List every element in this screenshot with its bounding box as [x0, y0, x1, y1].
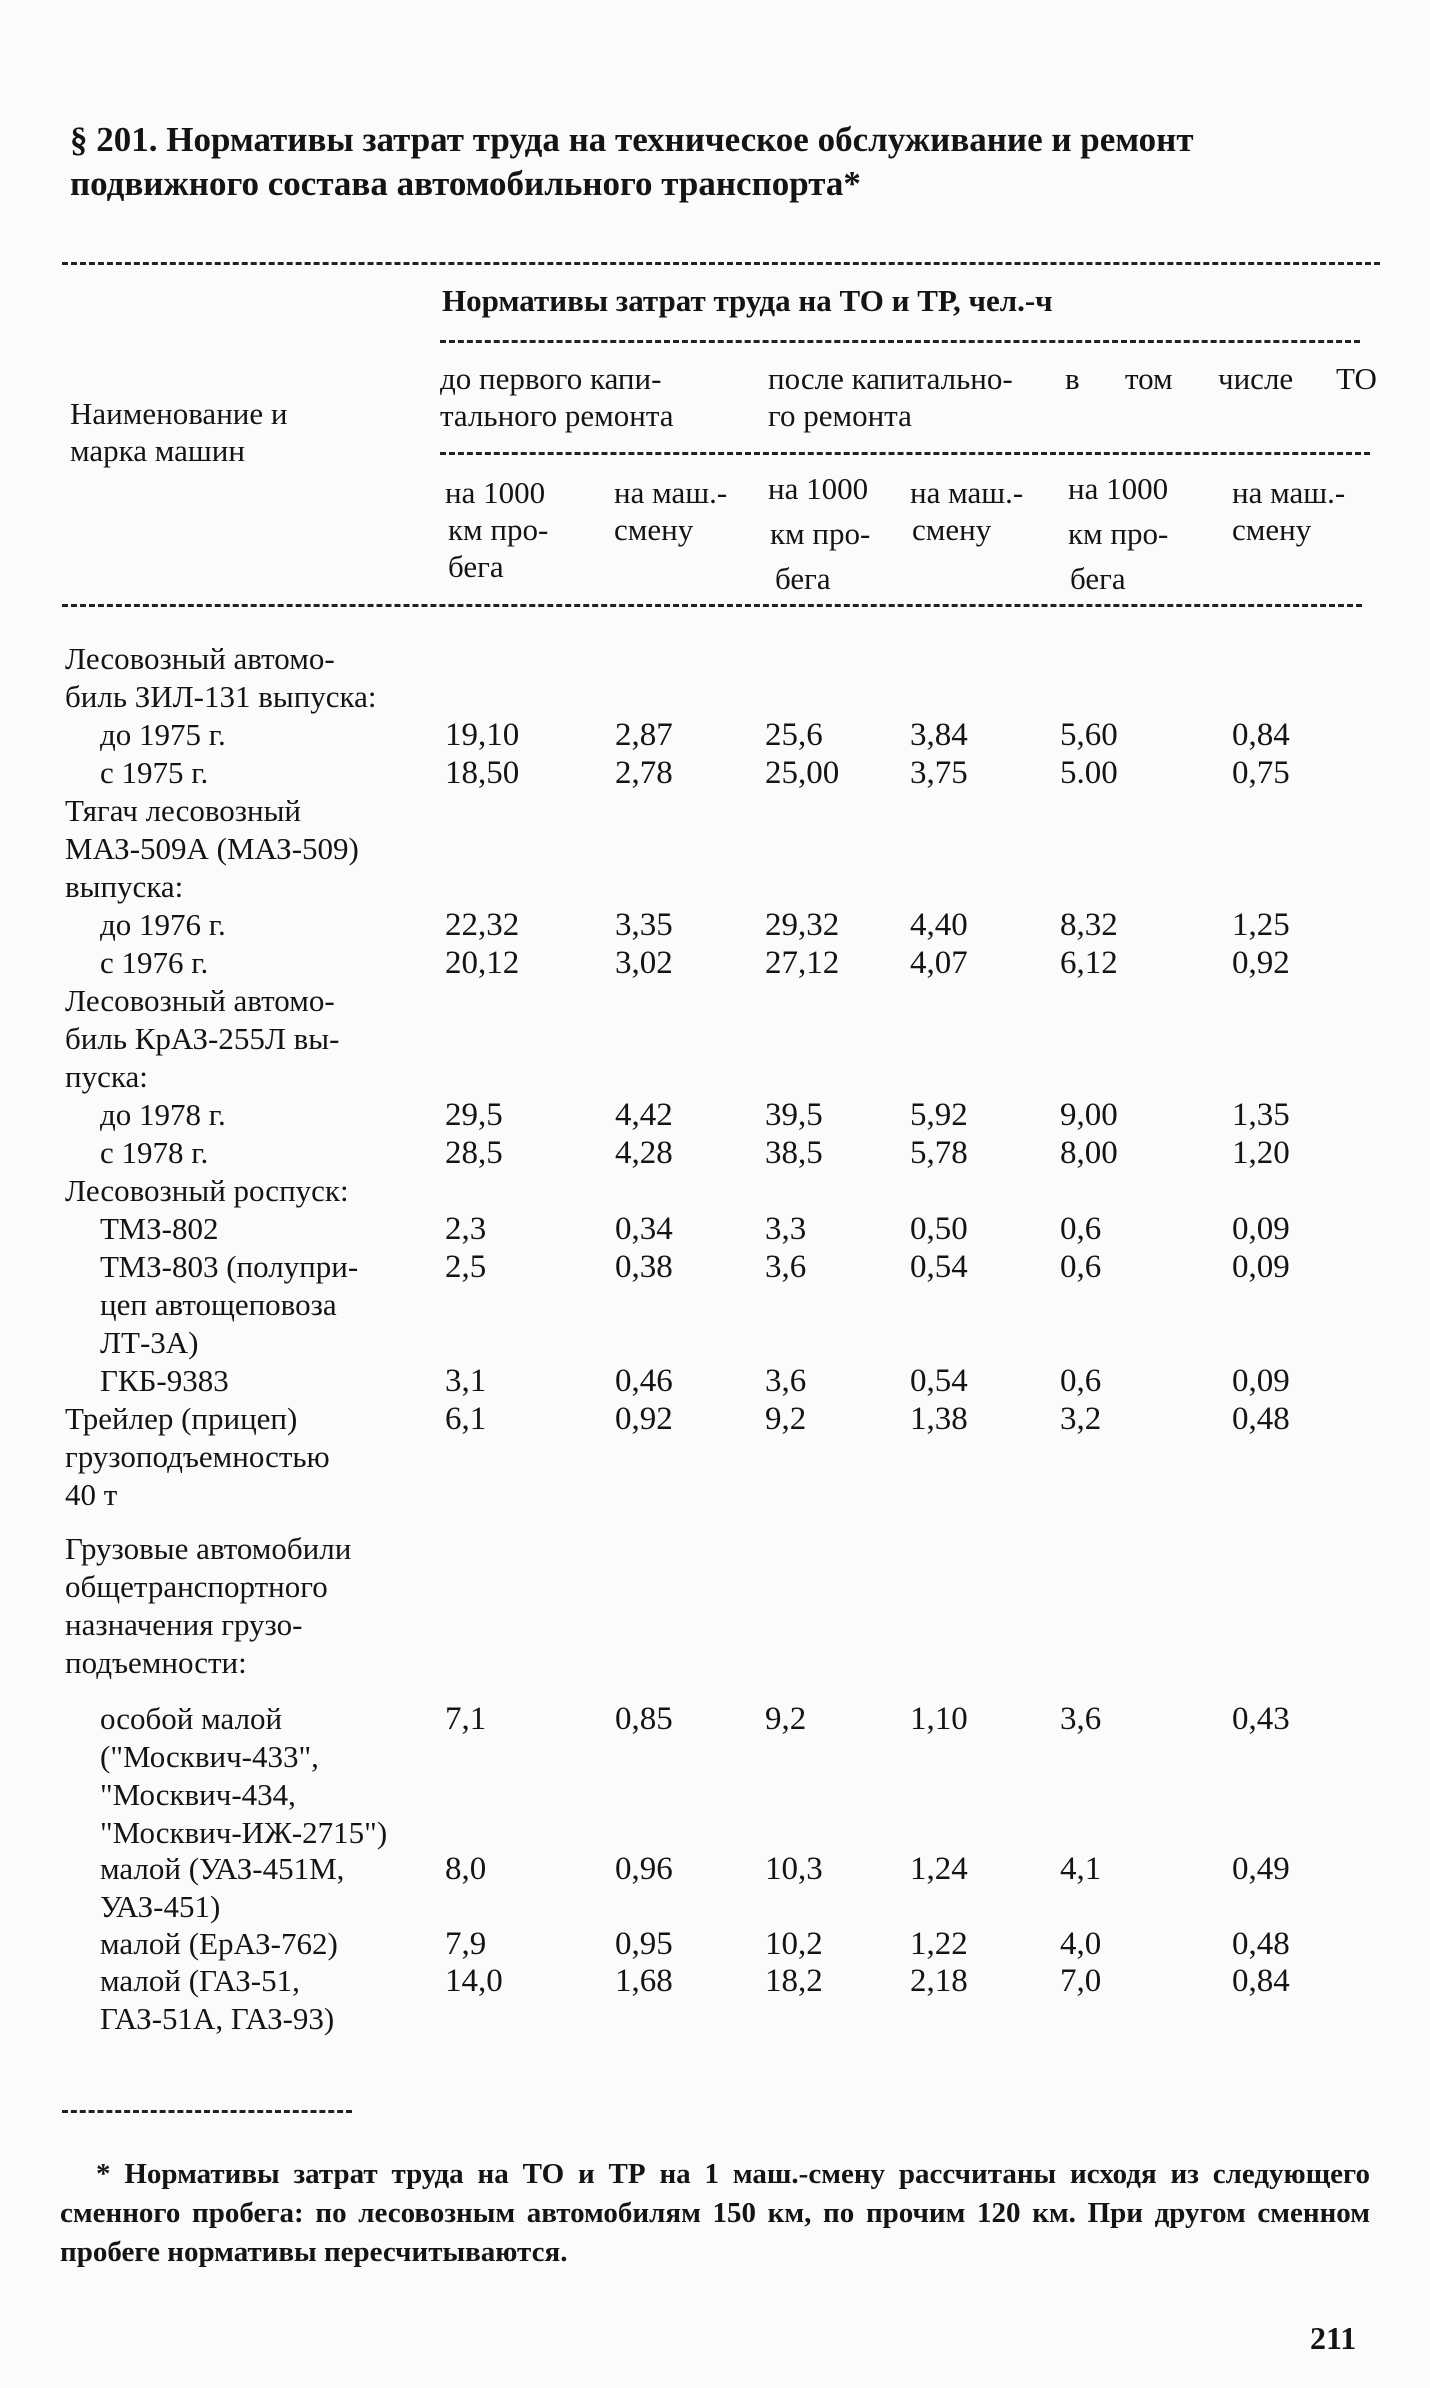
table-cell: 29,32 [765, 907, 840, 943]
header-group3-word1: в [1065, 361, 1080, 396]
row-label-line: "Москвич-434, [100, 1777, 296, 1812]
row-label-line: малой (ЕрАЗ-762) [100, 1926, 338, 1961]
row-label-line: выпуска: [65, 869, 184, 904]
row-label-line: УАЗ-451) [100, 1889, 221, 1924]
row-label-line: ("Москвич-433", [100, 1739, 319, 1774]
footnote-separator [62, 2110, 352, 2113]
header-group1-line1: до первого капи- [440, 361, 662, 396]
row-label-line: подъемности: [65, 1645, 247, 1680]
row-label-line: назначения грузо- [65, 1607, 303, 1642]
header-col4-line2: смену [912, 512, 992, 547]
table-top-rule [62, 262, 1380, 265]
table-cell: 4,40 [910, 907, 968, 943]
table-cell: 2,87 [615, 717, 673, 753]
row-label-line: Трейлер (прицеп) [65, 1401, 298, 1436]
table-cell: 19,10 [445, 717, 520, 753]
footnote: * Нормативы затрат труда на ТО и ТР на 1 маш.-смену рассчитаны исходя из следующего сменного пробега: по лесовозным автомобилям 150 км, по прочим 120 км. При другом сменном пробеге нормативы пересчитываются. [60, 2158, 1370, 2268]
table-cell: 3,6 [765, 1363, 807, 1399]
table-cell: 3,35 [615, 907, 673, 943]
header-rule-2 [440, 452, 1370, 455]
table-cell: 8,00 [1060, 1135, 1118, 1171]
header-col3-line1: на 1000 [768, 471, 869, 506]
table-cell: 7,0 [1060, 1963, 1102, 1999]
table-cell: 0,38 [615, 1249, 673, 1285]
row-label-line: с 1975 г. [100, 755, 209, 790]
table-cell: 0,84 [1232, 1963, 1290, 1999]
header-group2-line1: после капитально- [768, 361, 1013, 396]
table-cell: 0,54 [910, 1363, 968, 1399]
table-cell: 3,2 [1060, 1401, 1102, 1437]
table-cell: 27,12 [765, 945, 840, 981]
row-label-line: цеп автощеповоза [100, 1287, 337, 1322]
table-cell: 0,09 [1232, 1249, 1290, 1285]
header-col1-line1: на 1000 [445, 475, 546, 510]
table-cell: 0,95 [615, 1926, 673, 1962]
table-cell: 18,50 [445, 755, 520, 791]
table-cell: 10,3 [765, 1851, 823, 1887]
table-cell: 0,34 [615, 1211, 673, 1247]
header-col1-line2: км про- [448, 512, 549, 547]
table-cell: 5,92 [910, 1097, 968, 1133]
table-cell: 25,00 [765, 755, 840, 791]
table-cell: 0,54 [910, 1249, 968, 1285]
table-cell: 1,10 [910, 1701, 968, 1737]
table-cell: 0,75 [1232, 755, 1290, 791]
row-label-line: грузоподъемностью [65, 1439, 330, 1474]
table-cell: 0,09 [1232, 1211, 1290, 1247]
table-cell: 3,75 [910, 755, 968, 791]
table-cell: 1,22 [910, 1926, 968, 1962]
table-cell: 39,5 [765, 1097, 823, 1133]
header-group3-word2: том [1125, 361, 1173, 396]
row-label-line: до 1978 г. [100, 1097, 226, 1132]
row-label-line: до 1975 г. [100, 717, 226, 752]
table-cell: 25,6 [765, 717, 823, 753]
table-cell: 0,6 [1060, 1249, 1102, 1285]
row-label-line: с 1976 г. [100, 945, 209, 980]
header-group3-word3: числе [1218, 361, 1294, 396]
header-col6-line2: смену [1232, 512, 1312, 547]
table-cell: 0,50 [910, 1211, 968, 1247]
table-cell: 3,6 [1060, 1701, 1102, 1737]
table-cell: 9,2 [765, 1401, 807, 1437]
table-cell: 0,49 [1232, 1851, 1290, 1887]
header-col3-line2: км про- [770, 516, 871, 551]
header-bottom-rule [62, 604, 1362, 607]
table-cell: 4,28 [615, 1135, 673, 1171]
table-cell: 0,6 [1060, 1363, 1102, 1399]
table-cell: 1,20 [1232, 1135, 1290, 1171]
table-cell: 4,0 [1060, 1926, 1102, 1962]
row-label-line: до 1976 г. [100, 907, 226, 942]
row-label-line: ЛТ-3А) [100, 1325, 199, 1360]
header-col3-line3: бега [775, 561, 831, 596]
table-cell: 1,68 [615, 1963, 673, 1999]
table-cell: 0,92 [615, 1401, 673, 1437]
row-label-line: с 1978 г. [100, 1135, 209, 1170]
header-col2-line2: смену [614, 512, 694, 547]
section-title: § 201. Нормативы затрат труда на техническое обслуживание и ремонт подвижного состава автомобильного транспорта* [70, 120, 1194, 203]
table-cell: 5,60 [1060, 717, 1118, 753]
table-cell: 18,2 [765, 1963, 823, 1999]
row-label-line: биль КрАЗ-255Л вы- [65, 1021, 340, 1056]
table-cell: 7,9 [445, 1926, 487, 1962]
table-cell: 14,0 [445, 1963, 503, 1999]
header-col5-line1: на 1000 [1068, 471, 1169, 506]
table-cell: 3,84 [910, 717, 968, 753]
row-label-line: ГАЗ-51А, ГАЗ-93) [100, 2001, 335, 2036]
row-label-line: Лесовозный автомо- [65, 983, 335, 1018]
table-cell: 0,6 [1060, 1211, 1102, 1247]
row-label-line: особой малой [100, 1701, 283, 1736]
table-cell: 6,1 [445, 1401, 487, 1437]
row-label-line: общетранспортного [65, 1569, 328, 1604]
row-label-line: МАЗ-509А (МАЗ-509) [65, 831, 359, 866]
row-label-line: малой (ГАЗ-51, [100, 1963, 300, 1998]
header-name-line1: Наименование и [70, 396, 288, 431]
table-cell: 0,92 [1232, 945, 1290, 981]
table-cell: 6,12 [1060, 945, 1118, 981]
table-cell: 1,35 [1232, 1097, 1290, 1133]
table-cell: 28,5 [445, 1135, 503, 1171]
table-cell: 5,78 [910, 1135, 968, 1171]
header-name-line2: марка машин [70, 433, 245, 468]
header-col1-line3: бега [448, 549, 504, 584]
header-group1-line2: тального ремонта [440, 398, 674, 433]
table-cell: 8,0 [445, 1851, 487, 1887]
table-cell: 10,2 [765, 1926, 823, 1962]
header-top-label: Нормативы затрат труда на ТО и ТР, чел.-ч [442, 283, 1053, 318]
table-cell: 1,24 [910, 1851, 968, 1887]
table-cell: 4,42 [615, 1097, 673, 1133]
table-cell: 1,25 [1232, 907, 1290, 943]
table-cell: 0,48 [1232, 1926, 1290, 1962]
table-cell: 22,32 [445, 907, 520, 943]
table-cell: 0,09 [1232, 1363, 1290, 1399]
table-cell: 0,46 [615, 1363, 673, 1399]
table-cell: 0,96 [615, 1851, 673, 1887]
header-rule-1 [440, 340, 1360, 343]
header-col6-line1: на маш.- [1232, 475, 1346, 510]
row-label-line: Грузовые автомобили [65, 1531, 352, 1566]
table-cell: 3,3 [765, 1211, 807, 1247]
header-col2-line1: на маш.- [614, 475, 728, 510]
page-number: 211 [1310, 2320, 1357, 2356]
table-cell: 0,84 [1232, 717, 1290, 753]
row-label-line: пуска: [65, 1059, 148, 1094]
table-cell: 3,02 [615, 945, 673, 981]
table-cell: 9,00 [1060, 1097, 1118, 1133]
table-cell: 2,78 [615, 755, 673, 791]
table-cell: 2,5 [445, 1249, 487, 1285]
row-label-line: Лесовозный автомо- [65, 641, 335, 676]
row-label-line: ТМЗ-802 [100, 1211, 219, 1246]
table-cell: 2,3 [445, 1211, 487, 1247]
row-label-line: "Москвич-ИЖ-2715") [100, 1815, 388, 1850]
table-cell: 3,1 [445, 1363, 487, 1399]
header-col5-line2: км про- [1068, 516, 1169, 551]
table-cell: 5.00 [1060, 755, 1118, 791]
header-col4-line1: на маш.- [910, 475, 1024, 510]
header-group2-line2: го ремонта [768, 398, 912, 433]
table-cell: 4,07 [910, 945, 968, 981]
table-cell: 29,5 [445, 1097, 503, 1133]
table-cell: 38,5 [765, 1135, 823, 1171]
table-cell: 1,38 [910, 1401, 968, 1437]
table-cell: 9,2 [765, 1701, 807, 1737]
row-label-line: Тягач лесовозный [65, 793, 302, 828]
row-label-line: Лесовозный роспуск: [65, 1173, 349, 1208]
table-cell: 3,6 [765, 1249, 807, 1285]
table-cell: 20,12 [445, 945, 520, 981]
row-label-line: биль ЗИЛ-131 выпуска: [65, 679, 377, 714]
row-label-line: ТМЗ-803 (полупри- [100, 1249, 359, 1284]
table-cell: 0,43 [1232, 1701, 1290, 1737]
row-label-line: ГКБ-9383 [100, 1363, 229, 1398]
table-cell: 2,18 [910, 1963, 968, 1999]
header-col5-line3: бега [1070, 561, 1126, 596]
table-cell: 0,48 [1232, 1401, 1290, 1437]
table-cell: 8,32 [1060, 907, 1118, 943]
table-cell: 4,1 [1060, 1851, 1102, 1887]
table-cell: 7,1 [445, 1701, 487, 1737]
table-cell: 0,85 [615, 1701, 673, 1737]
row-label-line: малой (УАЗ-451М, [100, 1851, 345, 1886]
header-group3-word4: ТО [1336, 361, 1377, 396]
row-label-line: 40 т [65, 1477, 118, 1512]
